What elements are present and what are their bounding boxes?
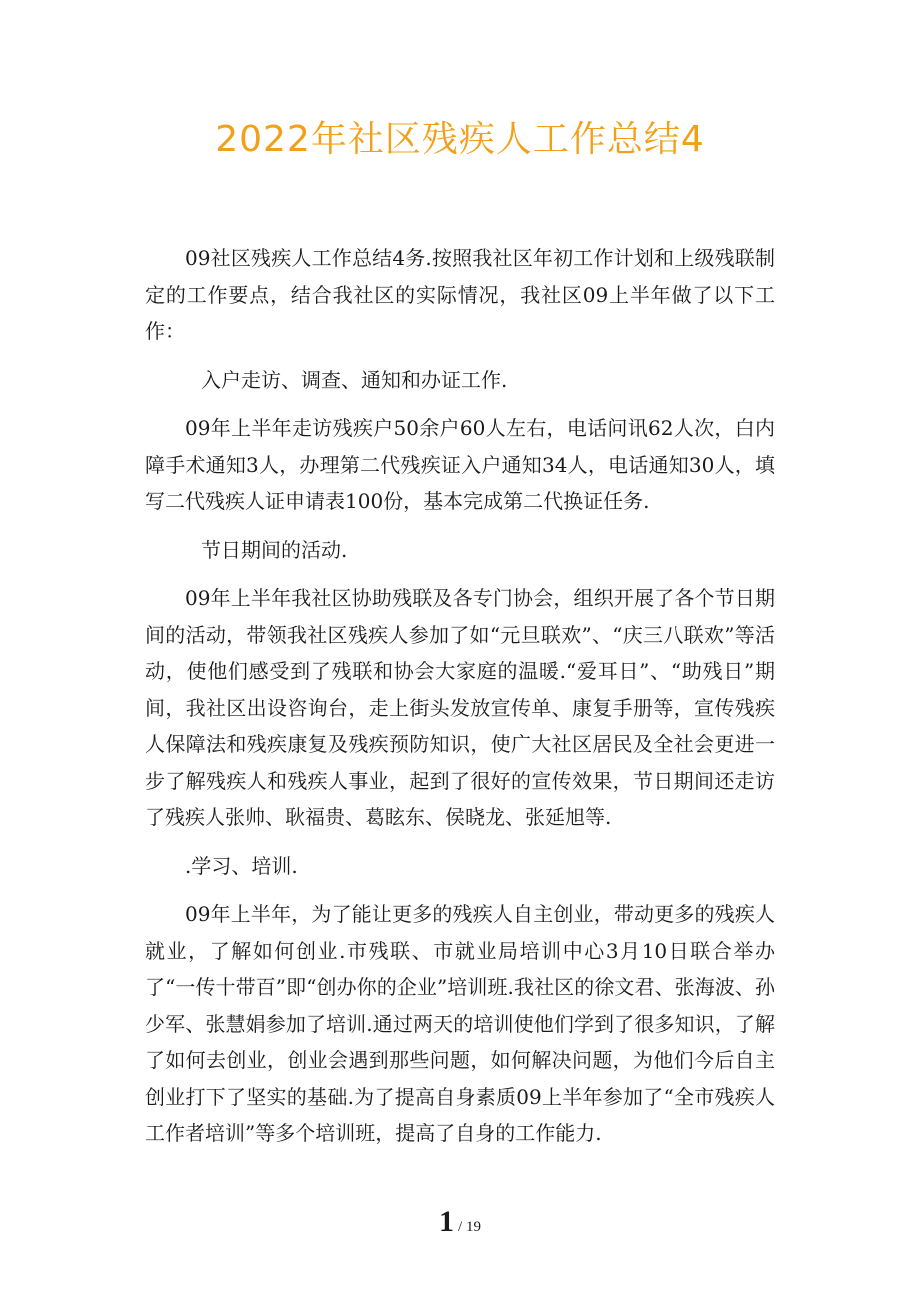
section-heading-visits: 入户走访、调查、通知和办证工作. (201, 367, 508, 392)
section-heading-holiday: 节日期间的活动. (201, 537, 348, 562)
paragraph-holiday: 09年上半年我社区协助残联及各专门协会，组织开展了各个节日期间的活动，带领我社区残疾人参加了如“元旦联欢”、“庆三八联欢”等活动，使他们感受到了残联和协会大家庭的温暖.“爱耳日”、“助残日”期间，我社区出设咨询台，走上街头发放宣传单、康复手册等，宣传残疾人保障法和残疾康复及残疾预防知识，使广大社区居民及全社会更进一步了解残疾人和残疾人事业，起到了很好的宣传效果，节日期间还走访了残疾人张帅、耿福贵、葛眩东、侯晓龙、张延旭等. (145, 586, 775, 829)
paragraph-intro: 09社区残疾人工作总结4务.按照我社区年初工作计划和上级残联制定的工作要点，结合我社区的实际情况，我社区09上半年做了以下工作： (145, 246, 775, 343)
section-heading-training: .学习、培训. (185, 853, 298, 878)
paragraph-training: 09年上半年，为了能让更多的残疾人自主创业，带动更多的残疾人就业，了解如何创业.市残联、市就业局培训中心3月10日联合举办了“一传十带百”即“创办你的企业”培训班.我社区的徐文君、张海波、孙少军、张慧娟参加了培训.通过两天的培训使他们学到了很多知识，了解了如何去创业，创业会遇到那些问题，如何解决问题，为他们今后自主创业打下了坚实的基础.为了提高自身素质09上半年参加了“全市残疾人工作者培训”等多个培训班，提高了自身的工作能力. (145, 902, 775, 1145)
page-number (0, 1205, 920, 1239)
paragraph-visits: 09年上半年走访残疾户50余户60人左右，电话问讯62人次，白内障手术通知3人，办理第二代残疾证入户通知34人，电话通知30人，填写二代残疾人证申请表100份，基本完成第二代换证任务. (145, 416, 775, 513)
document-title: 2022年社区残疾人工作总结4 (215, 119, 705, 160)
current-page-number: 1 (439, 1205, 455, 1238)
document-body (145, 240, 775, 1164)
total-pages: / 19 (458, 1219, 481, 1235)
